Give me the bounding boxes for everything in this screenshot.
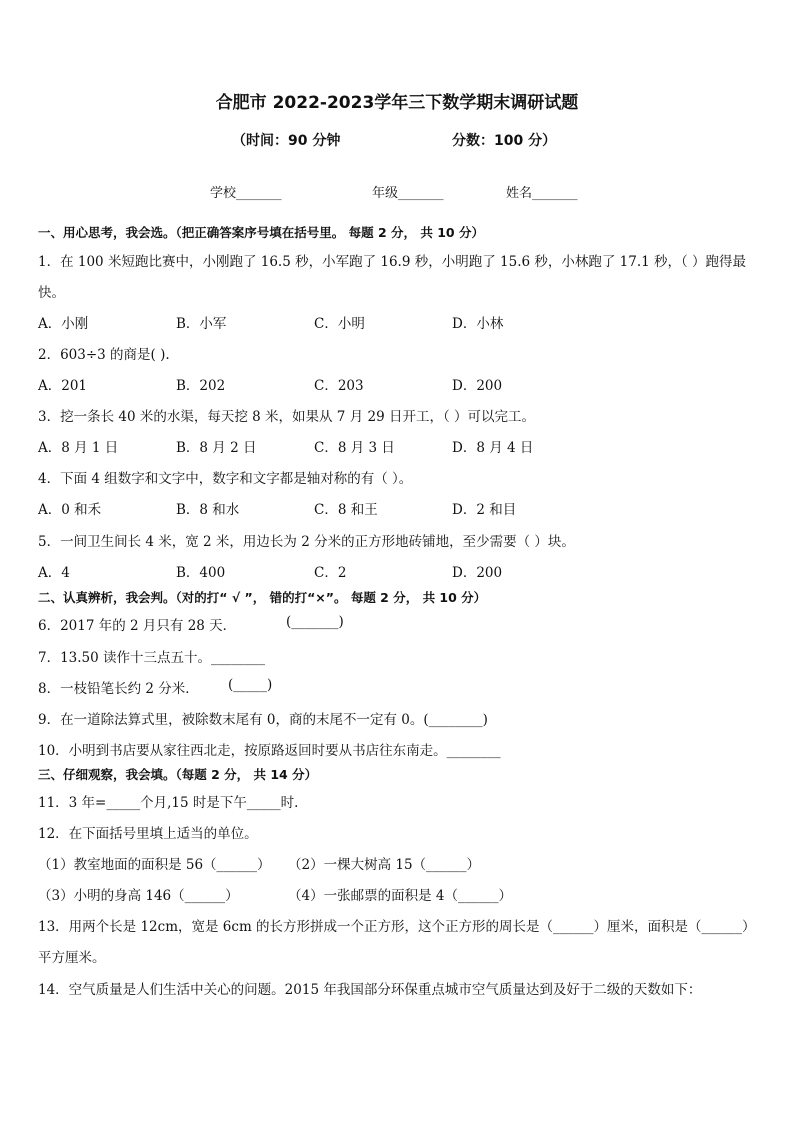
question-2: 2．603÷3 的商是( ). xyxy=(38,347,170,363)
q2-option-b: B．202 xyxy=(176,378,226,394)
q5-option-b: B．400 xyxy=(176,565,226,581)
exam-time: （时间：90 分钟 xyxy=(232,133,341,149)
name-field: 姓名_______ xyxy=(506,186,578,201)
q12-part-2: （2）一棵大树高 15（______） xyxy=(288,857,481,873)
question-11: 11．3 年=_____个月,15 时是下午_____时. xyxy=(38,795,299,811)
q1-option-c: C．小明 xyxy=(314,316,365,332)
q2-option-d: D．200 xyxy=(452,378,503,394)
q5-option-d: D．200 xyxy=(452,565,503,581)
section-heading-3: 三、仔细观察，我会填。（每题 2 分， 共 14 分） xyxy=(38,767,318,782)
q6-answer-blank: (_______) xyxy=(286,614,344,630)
q2-option-c: C．203 xyxy=(314,378,364,394)
q3-option-d: D．8 月 4 日 xyxy=(452,440,534,456)
section-heading-1: 一、用心思考，我会选。（把正确答案序号填在括号里。 每题 2 分， 共 10 分） xyxy=(38,225,484,240)
q1-option-b: B．小军 xyxy=(176,316,227,332)
question-4: 4．下面 4 组数字和文字中，数字和文字都是轴对称的有（ ）。 xyxy=(38,471,413,487)
question-1-continued: 快。 xyxy=(38,285,65,301)
q1-option-a: A．小刚 xyxy=(38,316,89,332)
page-title: 合肥市 2022-2023学年三下数学期末调研试题 xyxy=(215,93,579,113)
q2-option-a: A．201 xyxy=(38,378,88,394)
exam-score: 分数：100 分） xyxy=(452,133,557,149)
question-7: 7．13.50 读作十三点五十。________ xyxy=(38,650,266,666)
question-14: 14．空气质量是人们生活中关心的问题。2015 年我国部分环保重点城市空气质量达到及好于二级的天数如下： xyxy=(38,982,702,998)
question-8: 8．一枝铅笔长约 2 分米． xyxy=(38,681,199,697)
question-13: 13．用两个长是 12cm，宽是 6cm 的长方形拼成一个正方形，这个正方形的周长是（______）厘米，面积是（______） xyxy=(38,919,756,935)
q12-part-4: （4）一张邮票的面积是 4（______） xyxy=(288,888,512,904)
q3-option-c: C．8 月 3 日 xyxy=(314,440,395,456)
question-13-continued: 平方厘米。 xyxy=(38,950,106,966)
q12-part-3: （3）小明的身高 146（______） xyxy=(38,888,239,904)
question-10: 10．小明到书店要从家往西北走，按原路返回时要从书店往东南走。________ xyxy=(38,743,501,759)
question-5: 5．一间卫生间长 4 米，宽 2 米，用边长为 2 分米的正方形地砖铺地，至少需要（ ）块。 xyxy=(38,534,575,550)
q8-answer-blank: (_____) xyxy=(228,677,273,693)
section-heading-2: 二、认真辨析，我会判。（对的打“ √ ”， 错的打“×”。 每题 2 分， 共 10 分） xyxy=(38,590,487,605)
q3-option-b: B．8 月 2 日 xyxy=(176,440,257,456)
question-9: 9．在一道除法算式里，被除数末尾有 0，商的末尾不一定有 0。(________) xyxy=(38,712,488,728)
q4-option-b: B．8 和水 xyxy=(176,502,240,518)
q4-option-c: C．8 和王 xyxy=(314,502,378,518)
question-3: 3．挖一条长 40 米的水渠，每天挖 8 米，如果从 7 月 29 日开工，（ ）可以完工。 xyxy=(38,409,535,425)
question-1: 1．在 100 米短跑比赛中，小刚跑了 16.5 秒，小军跑了 16.9 秒，小明跑了 15.6 秒，小林跑了 17.1 秒，（ ）跑得最 xyxy=(38,254,747,270)
q5-option-a: A．4 xyxy=(38,565,70,581)
question-12: 12．在下面括号里填上适当的单位。 xyxy=(38,826,258,842)
q12-part-1: （1）教室地面的面积是 56（______） xyxy=(38,857,271,873)
q3-option-a: A．8 月 1 日 xyxy=(38,440,119,456)
school-field: 学校_______ xyxy=(210,186,282,201)
q1-option-d: D．小林 xyxy=(452,316,504,332)
q4-option-d: D．2 和目 xyxy=(452,502,517,518)
grade-field: 年级_______ xyxy=(372,186,444,201)
question-6: 6．2017 年的 2 月只有 28 天． xyxy=(38,618,237,634)
q5-option-c: C．2 xyxy=(314,565,347,581)
q4-option-a: A．0 和禾 xyxy=(38,502,102,518)
